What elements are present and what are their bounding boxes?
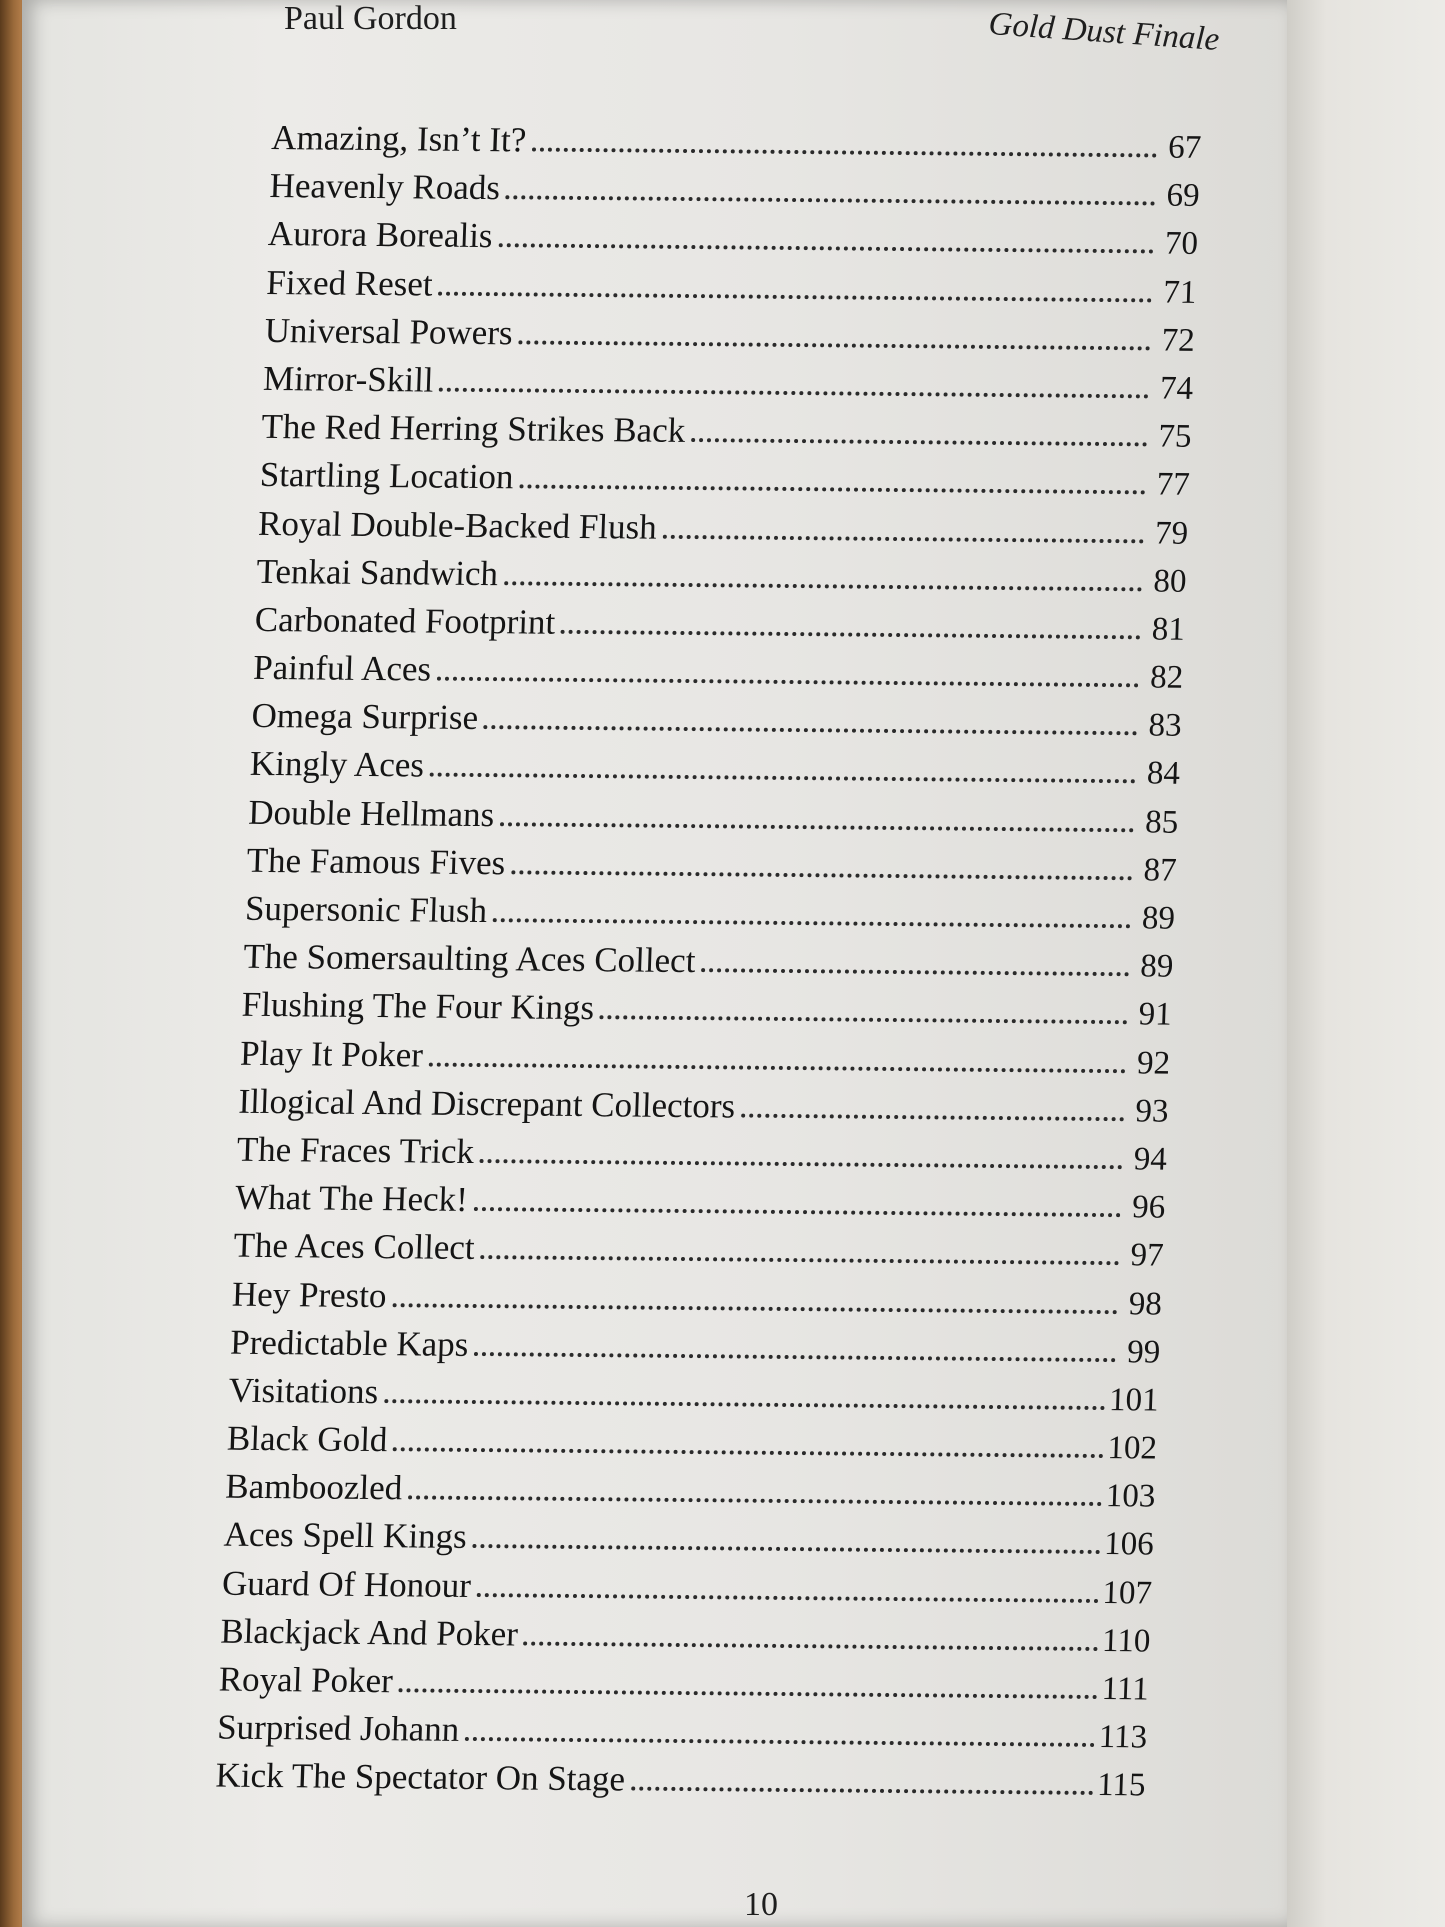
toc-entry-page: 67 — [1167, 129, 1202, 166]
toc-entry-title: Royal Poker — [218, 1659, 394, 1701]
dot-leader — [691, 438, 1147, 446]
dot-leader — [631, 1787, 1093, 1795]
toc-entry-title: Black Gold — [226, 1418, 389, 1460]
facing-page-edge — [1287, 0, 1445, 1927]
toc-entry-title: Kick The Spectator On Stage — [214, 1755, 626, 1799]
dot-leader — [473, 1207, 1121, 1217]
dot-leader — [480, 1255, 1119, 1265]
toc-entry-title: Royal Double-Backed Flush — [257, 503, 658, 547]
toc-entry-page: 75 — [1157, 418, 1193, 455]
toc-entry-title: Guard Of Honour — [221, 1563, 472, 1605]
dot-leader — [498, 244, 1154, 254]
toc-entry-page: 84 — [1146, 755, 1181, 793]
toc-entry-title: Predictable Kaps — [229, 1322, 470, 1364]
dot-leader — [439, 388, 1149, 399]
toc-entry-title: Fixed Reset — [265, 262, 434, 304]
toc-entry-title: Universal Powers — [264, 310, 514, 353]
toc-entry-page: 101 — [1108, 1381, 1160, 1419]
dot-leader — [437, 677, 1139, 688]
dot-leader — [477, 1593, 1099, 1603]
toc-entry-page: 115 — [1096, 1767, 1147, 1804]
dot-leader — [504, 581, 1143, 591]
toc-entry-title: Blackjack And Poker — [219, 1611, 519, 1654]
toc-entry-page: 74 — [1159, 370, 1194, 407]
dot-leader — [474, 1352, 1116, 1362]
toc-entry-title: Supersonic Flush — [244, 888, 488, 931]
book-page — [22, 0, 1287, 1927]
toc-entry-page: 72 — [1161, 322, 1196, 359]
toc-entry-title: Amazing, Isn’t It? — [270, 118, 527, 160]
dot-leader — [701, 968, 1129, 976]
dot-leader — [741, 1113, 1124, 1121]
dot-leader — [480, 1159, 1123, 1169]
toc-entry-page: 93 — [1134, 1093, 1170, 1130]
toc-entry-title: Double Hellmans — [247, 792, 495, 834]
dot-leader — [393, 1447, 1103, 1458]
toc-entry-title: Carbonated Footprint — [254, 599, 556, 642]
toc-entry-page: 89 — [1139, 948, 1174, 985]
toc-entry-title: Tenkai Sandwich — [255, 551, 499, 593]
table-of-contents — [215, 118, 1202, 1813]
toc-entry-title: Startling Location — [259, 455, 515, 497]
toc-entry-title: The Somersaulting Aces Collect — [242, 936, 697, 981]
toc-entry-page: 94 — [1133, 1141, 1168, 1178]
dot-leader — [429, 1062, 1126, 1073]
dot-leader — [392, 1303, 1118, 1314]
toc-entry-page: 80 — [1152, 563, 1188, 600]
dot-leader — [519, 485, 1145, 495]
toc-entry-page: 81 — [1151, 611, 1186, 648]
toc-entry-page: 82 — [1149, 659, 1184, 696]
toc-entry-page: 110 — [1101, 1622, 1152, 1660]
dot-leader — [384, 1399, 1105, 1410]
toc-entry-page: 113 — [1098, 1719, 1148, 1756]
toc-entry-title: Omega Surprise — [250, 696, 479, 738]
toc-entry-title: Surprised Johann — [216, 1707, 460, 1750]
toc-entry-title: Heavenly Roads — [269, 166, 501, 208]
dot-leader — [438, 291, 1152, 302]
toc-entry-page: 79 — [1154, 515, 1189, 552]
dot-leader — [600, 1016, 1128, 1025]
toc-entry-page: 87 — [1143, 852, 1178, 889]
toc-entry-page: 70 — [1164, 225, 1199, 263]
toc-entry-title: The Fraces Trick — [236, 1129, 475, 1171]
toc-entry-title: Bamboozled — [224, 1466, 403, 1508]
dot-leader — [532, 147, 1157, 157]
toc-entry-page: 102 — [1106, 1430, 1158, 1467]
dot-leader — [506, 195, 1156, 205]
toc-entry-title: Hey Presto — [231, 1274, 388, 1315]
toc-entry-page: 99 — [1126, 1333, 1161, 1371]
toc-entry-title: Visitations — [228, 1370, 379, 1411]
toc-entry-page: 97 — [1129, 1237, 1165, 1274]
toc-entry-page: 83 — [1147, 707, 1183, 745]
toc-entry-page: 77 — [1156, 466, 1191, 504]
toc-entry-page: 89 — [1141, 900, 1176, 937]
toc-entry-title: The Red Herring Strikes Back — [260, 407, 686, 451]
dot-leader — [430, 773, 1136, 784]
toc-entry-title: The Famous Fives — [246, 840, 506, 883]
toc-entry-title: Flushing The Four Kings — [241, 985, 595, 1028]
toc-entry-title: Kingly Aces — [249, 744, 425, 785]
toc-entry-page: 71 — [1162, 274, 1197, 311]
toc-entry-page: 91 — [1138, 996, 1173, 1034]
dot-leader — [662, 534, 1144, 543]
toc-entry-page: 92 — [1136, 1044, 1171, 1082]
toc-entry-page: 111 — [1101, 1671, 1150, 1708]
dot-leader — [500, 822, 1134, 832]
dot-leader — [524, 1641, 1098, 1651]
running-header-title: Gold Dust Finale — [987, 6, 1221, 59]
running-header-author: Paul Gordon — [284, 0, 457, 37]
toc-entry-page: 107 — [1101, 1574, 1153, 1612]
toc-entry-page: 103 — [1105, 1478, 1156, 1515]
dot-leader — [465, 1737, 1095, 1747]
toc-entry-page: 69 — [1165, 177, 1201, 215]
toc-entry-title: Aurora Borealis — [267, 214, 494, 256]
dot-leader — [398, 1688, 1097, 1699]
dot-leader — [518, 340, 1150, 350]
toc-entry-title: Illogical And Discrepant Collectors — [237, 1081, 736, 1126]
toc-entry-title: Mirror-Skill — [262, 358, 435, 400]
dot-leader — [493, 918, 1131, 928]
dot-leader — [472, 1544, 1100, 1554]
dot-leader — [511, 870, 1132, 880]
dot-leader — [408, 1496, 1102, 1507]
toc-entry-title: Aces Spell Kings — [223, 1515, 468, 1557]
toc-entry-title: Play It Poker — [239, 1033, 424, 1075]
toc-entry-page: 98 — [1128, 1285, 1163, 1323]
toc-entry-title: What The Heck! — [234, 1177, 469, 1220]
toc-entry — [215, 1756, 1147, 1813]
toc-entry-page: 106 — [1103, 1526, 1155, 1563]
dot-leader — [561, 630, 1141, 640]
toc-entry-page: 96 — [1131, 1189, 1166, 1226]
toc-entry-title: Painful Aces — [252, 647, 432, 689]
toc-entry-title: The Aces Collect — [232, 1226, 476, 1268]
toc-entry-page: 85 — [1144, 804, 1179, 841]
dot-leader — [484, 725, 1138, 735]
page-number: 10 — [744, 1886, 778, 1923]
